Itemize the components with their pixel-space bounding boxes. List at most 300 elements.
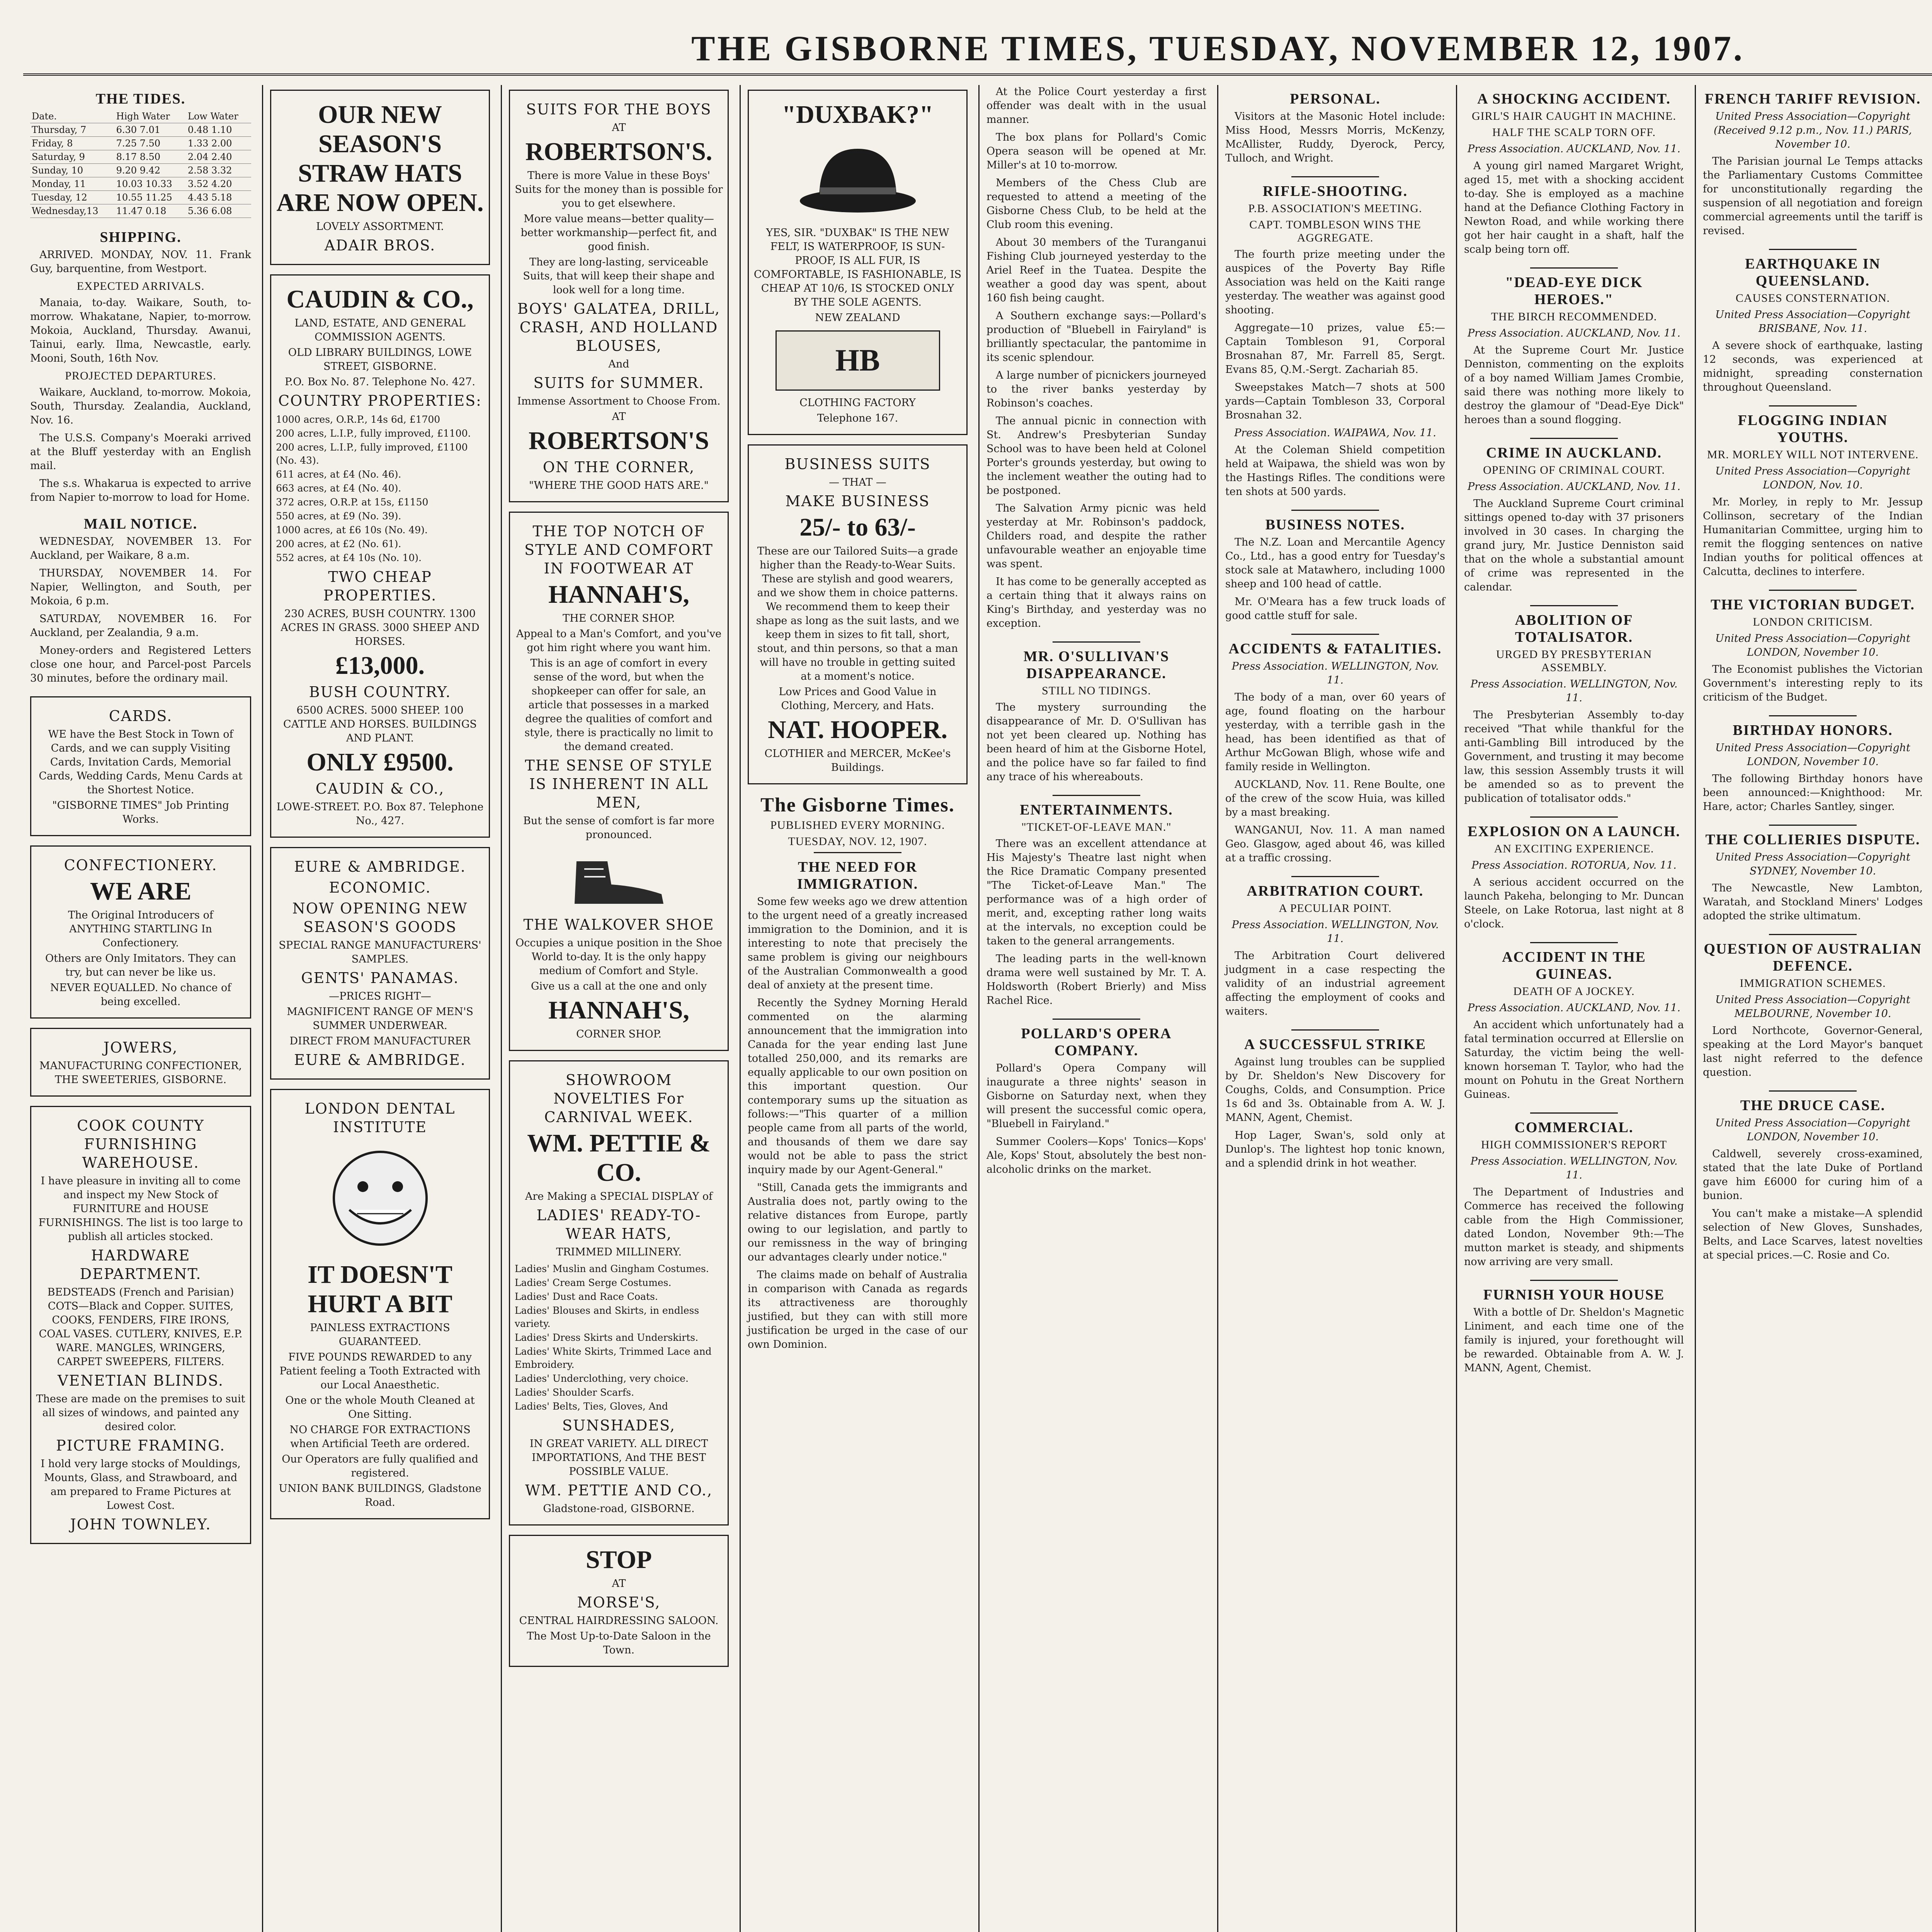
mistake-paragraph: You can't make a mistake—A splendid selection of New Gloves, Sunshades, Belts, and Lace Scarves, latest novelties at special prices.—C. Rosie and Co. (1703, 1208, 1923, 1261)
tides-cell: Wednesday,13 (30, 204, 115, 218)
victorian-title: THE VICTORIAN BUDGET. (1711, 597, 1915, 613)
rifle-section (1225, 176, 1445, 499)
two-cheap-text: 230 ACRES, BUSH COUNTRY. 1300 ACRES IN GRASS. 3000 SHEEP AND HORSES. (281, 608, 480, 648)
flogging-byline: United Press Association—Copyright LONDON, Nov. 10. (1715, 465, 1910, 491)
at-text: AT (612, 411, 626, 423)
sense-style-text: THE SENSE OF STYLE IS INHERENT IN ALL MEN, (525, 757, 713, 811)
column-1 (23, 85, 258, 1932)
bush-title: BUSH COUNTRY. (309, 684, 451, 701)
business-title: BUSINESS SUITS (784, 456, 931, 473)
capt-title: CAPT. TOMBLESON WINS THE AGGREGATE. (1249, 218, 1421, 244)
druce-title: THE DRUCE CASE. (1740, 1097, 1886, 1114)
at-text: AT (612, 1578, 626, 1590)
tides-cell: 4.43 5.18 (186, 191, 251, 204)
accidents-paragraph: The body of a man, over 60 years of age, found floating on the harbour yesterday, with a terrible gash in the head, has been identified as that of Arthur McGowan Bligh, whose wife and family reside in Wellington. (1225, 691, 1445, 773)
tides-cell: 2.04 2.40 (186, 150, 251, 164)
dead-eye-paragraph: At the Supreme Court Mr. Justice Denniston, commenting on the exploits of a boy named William James Crombie, said there was nothing more likely to destroy the glamour of "Dead-Eye Dick" heroes than a sound flogging. (1464, 344, 1684, 426)
guineas-section (1464, 942, 1684, 1102)
crime-paragraph: The Auckland Supreme Court criminal sittings opened to-day with 37 prisoners involved in 30 cases. In charging the grand jury, Mr. Justice Denniston said that on the whole a substantial amount of crime was represented in the calendar. (1464, 498, 1684, 593)
accidents-section (1225, 634, 1445, 865)
ladies-item: Ladies' White Skirts, Trimmed Lace and Embroidery. (515, 1346, 712, 1370)
column-5 (978, 85, 1213, 1932)
shipping-section (30, 229, 251, 505)
good-hats-text: "WHERE THE GOOD HATS ARE." (529, 480, 709, 492)
druce-byline: United Press Association—Copyright LONDON, November 10. (1715, 1117, 1910, 1143)
pettie-title: WM. PETTIE & CO. (527, 1129, 711, 1187)
cards-ad (30, 696, 251, 836)
straw-hats-sub: LOVELY ASSORTMENT. (316, 221, 444, 233)
caudin-title: CAUDIN & CO., (286, 285, 474, 313)
accidents-paragraph: AUCKLAND, Nov. 11. Rene Boulte, one of the crew of the scow Huia, was killed by a mast breaking. (1225, 779, 1445, 818)
quake-paragraph: A severe shock of earthquake, lasting 12 seconds, was experienced at midnight, spreading consternation throughout Queensland. (1703, 340, 1923, 393)
mouth-text: One or the whole Mouth Cleaned at One Sitting. (285, 1395, 475, 1420)
footwear-text: This is an age of comfort in every sense of the word, but when the shopkeeper can offer for sale, an article that possesses in a marked degree the qualities of comfort and style, there is practically no limit to the demand created. (524, 657, 713, 753)
ladies-item: Ladies' Shoulder Scarfs. (515, 1387, 634, 1398)
grinning-face-icon (315, 1140, 446, 1256)
corner-shop-text-2: CORNER SHOP. (576, 1028, 662, 1040)
criminal-court-title: OPENING OF CRIMINAL COURT. (1483, 464, 1665, 476)
confectionery-text: NEVER EQUALLED. No chance of being excelled. (50, 982, 231, 1008)
commercial-title: COMMERCIAL. (1514, 1119, 1634, 1136)
union-text: UNION BANK BUILDINGS, Gladstone Road. (279, 1483, 481, 1509)
at-text: AT (612, 122, 626, 134)
jowers-text: MANUFACTURING CONFECTIONER, THE SWEETERIES, GISBORNE. (39, 1060, 242, 1086)
column-6 (1217, 85, 1452, 1932)
quake-section (1703, 249, 1923, 395)
victorian-byline: United Press Association—Copyright LONDON, November 10. (1715, 633, 1910, 658)
arbitration-section (1225, 876, 1445, 1019)
tides-row (30, 204, 251, 218)
furnish-title: FURNISH YOUR HOUSE (1483, 1287, 1665, 1303)
pollard-title: POLLARD'S OPERA COMPANY. (1021, 1026, 1172, 1059)
top-notch-text: THE TOP NOTCH OF STYLE AND COMFORT IN FOOTWEAR AT (524, 523, 713, 577)
trimmed-text: TRIMMED MILLINERY. (556, 1246, 682, 1258)
divider (1530, 1280, 1618, 1281)
panamas: GENTS' PANAMAS. (301, 969, 459, 986)
divider (1053, 795, 1141, 796)
hc-title: HIGH COMMISSIONER'S REPORT (1481, 1138, 1667, 1151)
shocking-paragraph: A young girl named Margaret Wright, aged 15, met with a shocking accident to-day. She is employed as a machine hand at the Defiance Clothing Factory in Newton Road, and while working there got her hair caught in a shaft, half the scalp being torn off. (1464, 160, 1684, 255)
personal-title: PERSONAL. (1290, 91, 1381, 107)
operators-text: Our Operators are fully qualified and registered. (282, 1453, 478, 1479)
tides-cell: Saturday, 9 (30, 150, 115, 164)
caudin-address: OLD LIBRARY BUILDINGS, LOWE STREET, GISBORNE. (288, 347, 472, 372)
tides-cell: 7.25 7.50 (115, 137, 186, 150)
editorial-date: TUESDAY, NOV. 12, 1907. (788, 835, 927, 848)
local-notes (986, 85, 1206, 631)
urged-title: URGED BY PRESBYTERIAN ASSEMBLY. (1496, 648, 1652, 674)
jockey-title: DEATH OF A JOCKEY. (1513, 985, 1635, 998)
business-paragraph: Mr. O'Meara has a few truck loads of good cattle stuff for sale. (1225, 596, 1445, 622)
hb-logo (776, 330, 940, 391)
divider (1530, 605, 1618, 606)
robertsons-suits-ad (509, 90, 729, 502)
adair-name: ADAIR BROS. (324, 237, 436, 254)
corner-shop-text: THE CORNER SHOP. (563, 612, 675, 624)
ladies-item: Ladies' Belts, Ties, Gloves, And (515, 1401, 668, 1412)
low-prices: Low Prices and Good Value in Clothing, Mercery, and Hats. (779, 686, 937, 712)
duxbak-title: "DUXBAK?" (782, 100, 934, 129)
suits-title: SUITS FOR THE BOYS (526, 101, 712, 118)
jowers-ad (30, 1028, 251, 1097)
ladies-item: Ladies' Underclothing, very choice. (515, 1373, 689, 1384)
arbitration-paragraph: The Arbitration Court delivered judgment in a case respecting the validity of an industrial agreement affecting the employment of cooks and waiters. (1225, 950, 1445, 1017)
launch-section (1464, 816, 1684, 931)
eure-ambridge-ad (270, 847, 490, 1080)
making-text: Are Making a SPECIAL DISPLAY of (525, 1190, 713, 1202)
arbitration-sub: A PECULIAR POINT. (1279, 902, 1392, 915)
hooper-title: NAT. HOOPER. (767, 716, 948, 744)
local-paragraph: Members of the Chess Club are requested to attend a meeting of the Gisborne Chess Club, to be held at the Club room this evening. (986, 177, 1206, 231)
divider (1769, 405, 1857, 406)
business-paragraph: The N.Z. Loan and Mercantile Agency Co., Ltd., has a good entry for Tuesday's stock sale at Matawhero, including 1000 sheep and 100 head of cattle. (1225, 536, 1445, 590)
defence-title: QUESTION OF AUSTRALIAN DEFENCE. (1704, 941, 1922, 974)
osullivan-paragraph: The mystery surrounding the disappearance of Mr. D. O'Sullivan has not yet been cleared up. Nothing has been heard of him at the Gisborne Hotel, and the police have so far failed to find any trace of his whereabouts. (986, 701, 1206, 783)
hooper-sub: CLOTHIER and MERCER, McKee's Buildings. (764, 748, 951, 774)
immigration-title: IMMIGRATION SCHEMES. (1740, 977, 1886, 990)
country-item: 550 acres, at £9 (No. 39). (276, 510, 401, 522)
collieries-paragraph: The Newcastle, New Lambton, Waratah, and Stockland Miners' Lodges adopted the strike ultimatum. (1703, 882, 1923, 922)
projected-title: PROJECTED DEPARTURES. (65, 369, 216, 382)
blinds-text: These are made on the premises to suit all sizes of windows, and painted any desired color. (36, 1393, 245, 1433)
personal-paragraph: Visitors at the Masonic Hotel include: Miss Hood, Messrs Morris, McKenzy, McAllister, Ruddy, Dyerock, Percy, Tulloch, and Wright. (1225, 111, 1445, 164)
french-paragraph: The Parisian journal Le Temps attacks the Parliamentary Customs Committee for unconstitutionally regarding the suspension of all negotiation and foreign commercial agreements until the tariff is revised. (1703, 155, 1923, 237)
hannahs-ad (509, 512, 729, 1051)
price-9500: ONLY £9500. (306, 748, 454, 776)
tides-cell: 2.58 3.32 (186, 164, 251, 177)
entertainments-title: ENTERTAINMENTS. (1020, 802, 1173, 818)
country-list (276, 413, 484, 565)
tides-cell: 11.47 0.18 (115, 204, 186, 218)
bush-text: 6500 ACRES. 5000 SHEEP. 100 CATTLE AND HORSES. BUILDINGS AND PLANT. (283, 704, 477, 744)
jowers-title: JOWERS, (103, 1039, 178, 1056)
shocking-title: A SHOCKING ACCIDENT. (1477, 91, 1671, 107)
ladies-list (515, 1262, 723, 1413)
robertsons-title-2: ROBERTSON'S (528, 427, 709, 455)
rifle-paragraph: Aggregate—10 prizes, value £5:—Captain Tombleson 91, Corporal Brosnahan 87, Mr. Farrell 85, Sergt. Evans 85, Q.M.-Sergt. Zachariah 85. (1225, 322, 1445, 376)
country-title: COUNTRY PROPERTIES: (278, 392, 482, 409)
defence-section (1703, 934, 1923, 1080)
crime-byline: Press Association. AUCKLAND, Nov. 11. (1468, 481, 1680, 493)
divider (1769, 1090, 1857, 1092)
tides-section (30, 90, 251, 218)
dead-eye-byline: Press Association. AUCKLAND, Nov. 11. (1468, 327, 1680, 339)
saloon-desc: The Most Up-to-Date Saloon in the Town. (527, 1630, 711, 1656)
totalisator-paragraph: The Presbyterian Assembly to-day received "That while thankful for the anti-Gambling Bill introduced by the Government, and trusting it may become law, this session Assembly trusts it will be amended so as to prevent the publication of totalisator odds." (1464, 709, 1684, 804)
birthday-byline: United Press Association—Copyright LONDON, November 10. (1715, 742, 1910, 768)
french-byline: United Press Association—Copyright (Received 9.12 p.m., Nov. 11.) PARIS, November 10. (1713, 111, 1912, 150)
divider (1530, 438, 1618, 439)
make-business: MAKE BUSINESS (785, 493, 930, 510)
pollard-paragraph: Pollard's Opera Company will inaugurate a three nights' season in Gisborne on Saturday next, when they will present the successful comic opera, "Bluebell in Fairyland." (986, 1062, 1206, 1130)
pb-title: P.B. ASSOCIATION'S MEETING. (1248, 202, 1422, 215)
ladies-item: Ladies' Cream Serge Costumes. (515, 1277, 672, 1288)
walkover-text: Occupies a unique position in the Shoe World to-day. It is the only happy medium of Comfort and Style. (515, 937, 722, 977)
suits-text: They are long-lasting, serviceable Suits, that will keep their shape and look well for a long time. (523, 256, 715, 296)
tides-cell: 0.48 1.10 (186, 123, 251, 137)
collieries-title: THE COLLIERIES DISPUTE. (1705, 832, 1920, 848)
accidents-title: ACCIDENTS & FATALITIES. (1228, 641, 1442, 657)
tides-cell: 3.52 4.20 (186, 177, 251, 191)
divider (1530, 816, 1618, 818)
local-paragraph: The box plans for Pollard's Comic Opera season will be opened at Mr. Miller's at 10 to-morrow. (986, 131, 1206, 171)
totalisator-title: ABOLITION OF TOTALISATOR. (1515, 612, 1633, 645)
confectionery-text: Others are Only Imitators. They can try, but can never be like us. (45, 952, 236, 978)
tides-cell: Sunday, 10 (30, 164, 115, 177)
sense-text: But the sense of comfort is far more pronounced. (523, 815, 714, 841)
column-8 (1695, 85, 1930, 1932)
shocking-byline: Press Association. AUCKLAND, Nov. 11. (1468, 143, 1680, 155)
dental-title: LONDON DENTAL INSTITUTE (304, 1100, 456, 1136)
birthday-section (1703, 715, 1923, 814)
published-text: PUBLISHED EVERY MORNING. (770, 819, 945, 832)
straw-hats-headline: OUR NEW SEASON'S STRAW HATS ARE NOW OPEN. (276, 100, 484, 217)
defence-byline: United Press Association—Copyright MELBOURNE, November 10. (1715, 994, 1910, 1020)
still-no-title: STILL NO TIDINGS. (1042, 684, 1151, 697)
editorial-paragraph: The claims made on behalf of Australia in comparison with Canada as regards its attractiveness are thoroughly justified, but they can with still more justification be urged in the case of our own Dominion. (748, 1269, 968, 1350)
robertsons-title: ROBERTSON'S. (525, 138, 713, 166)
mail-paragraph: THURSDAY, NOVEMBER 14. For Napier, Wellington, and South, per Mokoia, 6 p.m. (30, 567, 251, 607)
columns (23, 85, 1932, 1932)
painless-text: PAINLESS EXTRACTIONS GUARANTEED. (310, 1322, 450, 1348)
cards-text: WE have the Best Stock in Town of Cards, and we can supply Visiting Cards, Invitation Cards, Memorial Cards, Wedding Cards, Menu Cards at the Shortest Notice. (39, 728, 243, 796)
blinds-title: VENETIAN BLINDS. (58, 1372, 224, 1389)
dental-slogan: IT DOESN'T HURT A BIT (308, 1260, 452, 1318)
tides-row (30, 191, 251, 204)
divider (1530, 1112, 1618, 1114)
townley-name: JOHN TOWNLEY. (70, 1516, 211, 1533)
business-notes-title: BUSINESS NOTES. (1265, 517, 1405, 533)
french-title: FRENCH TARIFF REVISION. (1704, 91, 1921, 107)
gladstone-text: Gladstone-road, GISBORNE. (543, 1503, 695, 1515)
divider (1053, 1019, 1141, 1020)
tides-cell: 10.55 11.25 (115, 191, 186, 204)
local-paragraph: At the Police Court yesterday a first offender was dealt with in the usual manner. (986, 86, 1206, 126)
divider (1769, 590, 1857, 591)
ticket-title: "TICKET-OF-LEAVE MAN." (1021, 821, 1172, 833)
summer-paragraph: Summer Coolers—Kops' Tonics—Kops' Ale, Kops' Stout, absolutely the best non-alcoholic drinks on the market. (986, 1136, 1206, 1175)
tides-row (30, 137, 251, 150)
sunshades-text: SUNSHADES, (562, 1417, 675, 1434)
french-section (1703, 90, 1923, 238)
scalp-title: HALF THE SCALP TORN OFF. (1492, 126, 1656, 139)
quake-byline: United Press Association—Copyright BRISBANE, Nov. 11. (1715, 309, 1910, 335)
divider (1530, 942, 1618, 943)
expected-title: EXPECTED ARRIVALS. (77, 280, 205, 293)
local-paragraph: A large number of picnickers journeyed to the river banks yesterday by Robinson's coaches. (986, 369, 1206, 409)
victorian-paragraph: The Economist publishes the Victorian Government's interesting reply to its criticism of the Budget. (1703, 663, 1923, 703)
nz-text: NEW ZEALAND (815, 312, 900, 324)
editorial-masthead: The Gisborne Times. (760, 794, 955, 816)
eure-title-2: EURE & AMBRIDGE. (294, 1051, 466, 1068)
tides-cell: 9.20 9.42 (115, 164, 186, 177)
rifle-paragraph: The fourth prize meeting under the auspices of the Poverty Bay Rifle Association was held on the Kaiti range yesterday. The weather was against good shooting. (1225, 248, 1445, 316)
tides-cell: 6.30 7.01 (115, 123, 186, 137)
projected-text: Waikare, Auckland, to-morrow. Mokoia, South, Thursday. Zealandia, Auckland, Nov. 16. (30, 386, 251, 426)
country-item: 200 acres, at £2 (No. 61). (276, 538, 401, 549)
tides-row (30, 123, 251, 137)
divider (1530, 267, 1618, 269)
five-pounds-text: FIVE POUNDS REWARDED to any Patient feeling a Tooth Extracted with our Local Anaesthetic. (279, 1351, 481, 1391)
victorian-budget-section (1703, 590, 1923, 704)
divider (1769, 715, 1857, 716)
causes-title: CAUSES CONSTERNATION. (1735, 292, 1890, 304)
divider (1291, 1029, 1379, 1031)
stop-text: STOP (585, 1546, 652, 1574)
osullivan-title: MR. O'SULLIVAN'S DISAPPEARANCE. (1023, 648, 1170, 682)
divider (1291, 176, 1379, 177)
launch-title: EXPLOSION ON A LAUNCH. (1468, 823, 1680, 840)
suits-text: More value means—better quality—better workmanship—perfect fit, and good finish. (520, 213, 717, 253)
caudin-po: P.O. Box No. 87. Telephone No. 427. (284, 376, 476, 388)
hannahs-title-2: HANNAH'S, (548, 996, 689, 1024)
economic-text: ECONOMIC. (329, 879, 431, 896)
rifle-paragraph: Sweepstakes Match—7 shots at 500 yards—Captain Tombleson 33, Corporal Brosnahan 32. (1225, 381, 1445, 421)
saloon-text: CENTRAL HAIRDRESSING SALOON. (519, 1615, 719, 1627)
flogging-title: FLOGGING INDIAN YOUTHS. (1738, 412, 1888, 446)
crime-title: CRIME IN AUCKLAND. (1486, 445, 1662, 461)
shipping-title: SHIPPING. (100, 229, 182, 245)
shipping-paragraph: The U.S.S. Company's Moeraki arrived at the Bluff yesterday with an English mail. (30, 432, 251, 472)
no-charge-text: NO CHARGE FOR EXTRACTIONS when Artificial Teeth are ordered. (289, 1424, 471, 1450)
editorial-paragraph: "Still, Canada gets the immigrants and Australia does not, partly owing to the relative distances from Europe, partly owing to our legislation, and partly to our remissness in the way of bringing our advantages clearly under notice." (748, 1182, 968, 1263)
totalisator-byline: Press Association. WELLINGTON, Nov. 11. (1470, 678, 1678, 704)
pollard-section (986, 1019, 1206, 1177)
divider (1769, 934, 1857, 935)
column-2 (262, 85, 497, 1932)
hc-paragraph: The Department of Industries and Commerce has received the following cable from the High Commissioner, dated London, November 9th:—The mutton market is steady, and shipments now arriving are very small. (1464, 1186, 1684, 1268)
country-item: 611 acres, at £4 (No. 46). (276, 469, 401, 480)
waipawa-byline: Press Association. WAIPAWA, Nov. 11. (1234, 427, 1436, 439)
strike-paragraph: Against lung troubles can be supplied by Dr. Sheldon's New Discovery for Coughs, Colds, and Consumption. Price 1s 6d and 3s. Obtainable from A. W. J. MANN, Agent, Chemist. (1225, 1056, 1445, 1124)
morses-ad (509, 1535, 729, 1667)
business-suits-ad (748, 444, 968, 784)
country-item: 552 acres, at £4 10s (No. 10). (276, 552, 422, 563)
girls-title: GIRL'S HAIR CAUGHT IN MACHINE. (1471, 110, 1676, 122)
picture-text: I hold very large stocks of Mouldings, Mounts, Glass, and Strawboard, and am prepared to Frame Pictures at Lowest Cost. (41, 1458, 241, 1512)
tides-cell: 5.36 6.08 (186, 204, 251, 218)
hop-paragraph: Hop Lager, Swan's, sold only at Dunlop's. The lightest hop tonic known, and a splendid drink in hot weather. (1225, 1129, 1445, 1169)
direct-from: DIRECT FROM MANUFACTURER (289, 1035, 471, 1047)
tides-header-cell: Low Water (186, 110, 251, 123)
newspaper-page (23, 23, 1932, 1932)
column-4 (740, 85, 975, 1932)
walkover-title: THE WALKOVER SHOE (523, 916, 714, 933)
tides-cell: 1.33 2.00 (186, 137, 251, 150)
furnish-paragraph: With a bottle of Dr. Sheldon's Magnetic Liniment, and each time one of the family is injured, your forethought will be rewarded. Obtainable from A. W. J. MANN, Agent, Chemist. (1464, 1306, 1684, 1374)
column-7 (1456, 85, 1691, 1932)
guineas-byline: Press Association. AUCKLAND, Nov. 11. (1468, 1002, 1680, 1014)
column-3 (501, 85, 736, 1932)
tides-header-cell: Date. (30, 110, 115, 123)
cook-county-ad (30, 1106, 251, 1544)
country-item: 663 acres, at £4 (No. 40). (276, 483, 401, 494)
hc-byline: Press Association. WELLINGTON, Nov. 11. (1470, 1155, 1678, 1181)
picture-title: PICTURE FRAMING. (56, 1437, 226, 1454)
entertainment-paragraph: There was an excellent attendance at His Majesty's Theatre last night when the Rice Dramatic Company presented "The Ticket-of-Leave Man." The performance was of a high order of merit, and, excepting rather long waits at the intervals, no exception could be taken to the general arrangements. (986, 838, 1206, 947)
london-criticism: LONDON CRITICISM. (1753, 616, 1873, 628)
mail-section (30, 515, 251, 685)
expected-text: Manaia, to-day. Waikare, South, to-morrow. Whakatane, Napier, to-morrow. Mokoia, Auckland, Thursday. Awanui, Tainui, early. Ilma, Newcastle, early. Mooni, South, 16th Nov. (30, 297, 251, 364)
ladies-hats: LADIES' READY-TO-WEAR HATS, (536, 1207, 701, 1242)
tides-header-cell: High Water (115, 110, 186, 123)
telephone-text: Telephone 167. (817, 412, 898, 424)
hardware-text: BEDSTEADS (French and Parisian) COTS—Black and Copper. SUITES, COOKS, FENDERS, FIRE IRONS, COAL VASES. CUTLERY, KNIVES, E.P. WARE. MANGLES, WRINGERS, CARPET SWEEPERS, FILTERS. (39, 1286, 243, 1368)
birthday-title: BIRTHDAY HONORS. (1733, 722, 1893, 738)
guineas-title: ACCIDENT IN THE GUINEAS. (1502, 949, 1646, 982)
cook-title: COOK COUNTY FURNISHING WAREHOUSE. (77, 1117, 204, 1171)
editorial-section (748, 794, 968, 1352)
divider (1053, 641, 1141, 643)
birch-title: THE BIRCH RECOMMENDED. (1491, 310, 1657, 323)
divider (1769, 825, 1857, 826)
osullivan-section (986, 641, 1206, 784)
mail-paragraph: Money-orders and Registered Letters close one hour, and Parcel-post Parcels 30 minutes, before the ordinary mail. (30, 645, 251, 684)
dead-eye-section (1464, 267, 1684, 427)
duxbak-ad (748, 90, 968, 435)
accidents-paragraph: WANGANUI, Nov. 11. A man named Geo. Glasgow, aged about 46, was killed at a traffic crossing. (1225, 824, 1445, 864)
flogging-paragraph: Mr. Morley, in reply to Mr. Jessup Collinson, secretary of the Indian Humanitarian Committee, urging him to remit the flogging sentences on native Indian youths for political offences at Calcutta, declines to interfere. (1703, 496, 1923, 578)
magnificent-range: MAGNIFICENT RANGE OF MEN'S SUMMER UNDERWEAR. (287, 1006, 473, 1032)
accidents-byline: Press Association. WELLINGTON, Nov. 11. (1231, 660, 1439, 686)
collieries-section (1703, 825, 1923, 923)
tides-row (30, 177, 251, 191)
waipawa-paragraph: At the Coleman Shield competition held at Waipawa, the shield was won by the Hastings Rifles. The conditions were ten shots at 500 yards. (1225, 444, 1445, 498)
guineas-paragraph: An accident which unfortunately had a fatal termination occurred at Ellerslie on Saturday, the victim being the well-known horseman T. Taylor, who had the mount on Pohutu in the Great Northern Guineas. (1464, 1019, 1684, 1100)
dental-ad (270, 1089, 490, 1519)
straw-hats-ad (270, 90, 490, 265)
exciting-title: AN EXCITING EXPERIENCE. (1494, 842, 1654, 855)
mail-paragraph: SATURDAY, NOVEMBER 16. For Auckland, per Zealandia, 9 a.m. (30, 613, 251, 639)
price-13000: £13,000. (335, 651, 425, 680)
hannahs-title: HANNAH'S, (548, 580, 689, 609)
rifle-title: RIFLE-SHOOTING. (1262, 183, 1408, 199)
tides-row (30, 164, 251, 177)
masthead (23, 23, 1932, 76)
caudin2-text: LOWE-STREET. P.O. Box 87. Telephone No., 427. (276, 801, 484, 827)
cook-text: I have pleasure in inviting all to come and inspect my New Stock of FURNITURE and HOUSE FURNISHINGS. The list is too large to publish all articles stocked. (38, 1175, 243, 1243)
divider (1291, 634, 1379, 635)
eure-title: EURE & AMBRIDGE. (294, 858, 466, 875)
ladies-item: Ladies' Dust and Race Coats. (515, 1291, 658, 1302)
divider (1291, 510, 1379, 511)
editorial-paragraph: Some few weeks ago we drew attention to the urgent need of a greatly increased immigration to the Dominion, and it is interesting to note that precisely the same problem is giving our neighbours of the Australian Commonwealth a good deal of anxiety at the present time. (748, 896, 968, 991)
collieries-byline: United Press Association—Copyright SYDNEY, November 10. (1715, 851, 1910, 877)
appeal-text: Appeal to a Man's Comfort, and you've got him right where you want him. (516, 628, 722, 654)
tides-body (30, 123, 251, 218)
divider (1769, 249, 1857, 250)
shipping-arrived: ARRIVED. MONDAY, NOV. 11. Frank Guy, barquentine, from Westport. (30, 249, 251, 275)
strike-section (1225, 1029, 1445, 1170)
mail-paragraph: WEDNESDAY, NOVEMBER 13. For Auckland, per Waikare, 8 a.m. (30, 536, 251, 561)
druce-paragraph: Caldwell, severely cross-examined, stated that the late Duke of Portland gave him £6000 for curing him of a bunion. (1703, 1148, 1923, 1202)
summer-text: SUITS for SUMMER. (533, 374, 704, 391)
special-range: SPECIAL RANGE MANUFACTURERS' SAMPLES. (279, 939, 481, 965)
confectionery-title: CONFECTIONERY. (64, 857, 218, 874)
strike-title: A SUCCESSFUL STRIKE (1244, 1036, 1426, 1053)
divider (1291, 876, 1379, 877)
two-cheap-title: TWO CHEAP PROPERTIES. (323, 568, 437, 604)
now-opening: NOW OPENING NEW SEASON'S GOODS (292, 900, 468, 935)
flogging-section (1703, 405, 1923, 579)
tides-table (30, 110, 251, 218)
tides-cell: 8.17 8.50 (115, 150, 186, 164)
personal-section (1225, 90, 1445, 165)
divider (814, 852, 902, 853)
ladies-item: Ladies' Dress Skirts and Underskirts. (515, 1332, 699, 1343)
local-paragraph: About 30 members of the Turanganui Fishing Club journeyed yesterday to the Ariel Reef in the Tuatea. Despite the weather a good day was spent, about 160 fish being caught. (986, 236, 1206, 304)
birthday-paragraph: The following Birthday honors have been announced:—Knighthood: Mr. Hare, actor; Charles Santley, singer. (1703, 773, 1923, 813)
